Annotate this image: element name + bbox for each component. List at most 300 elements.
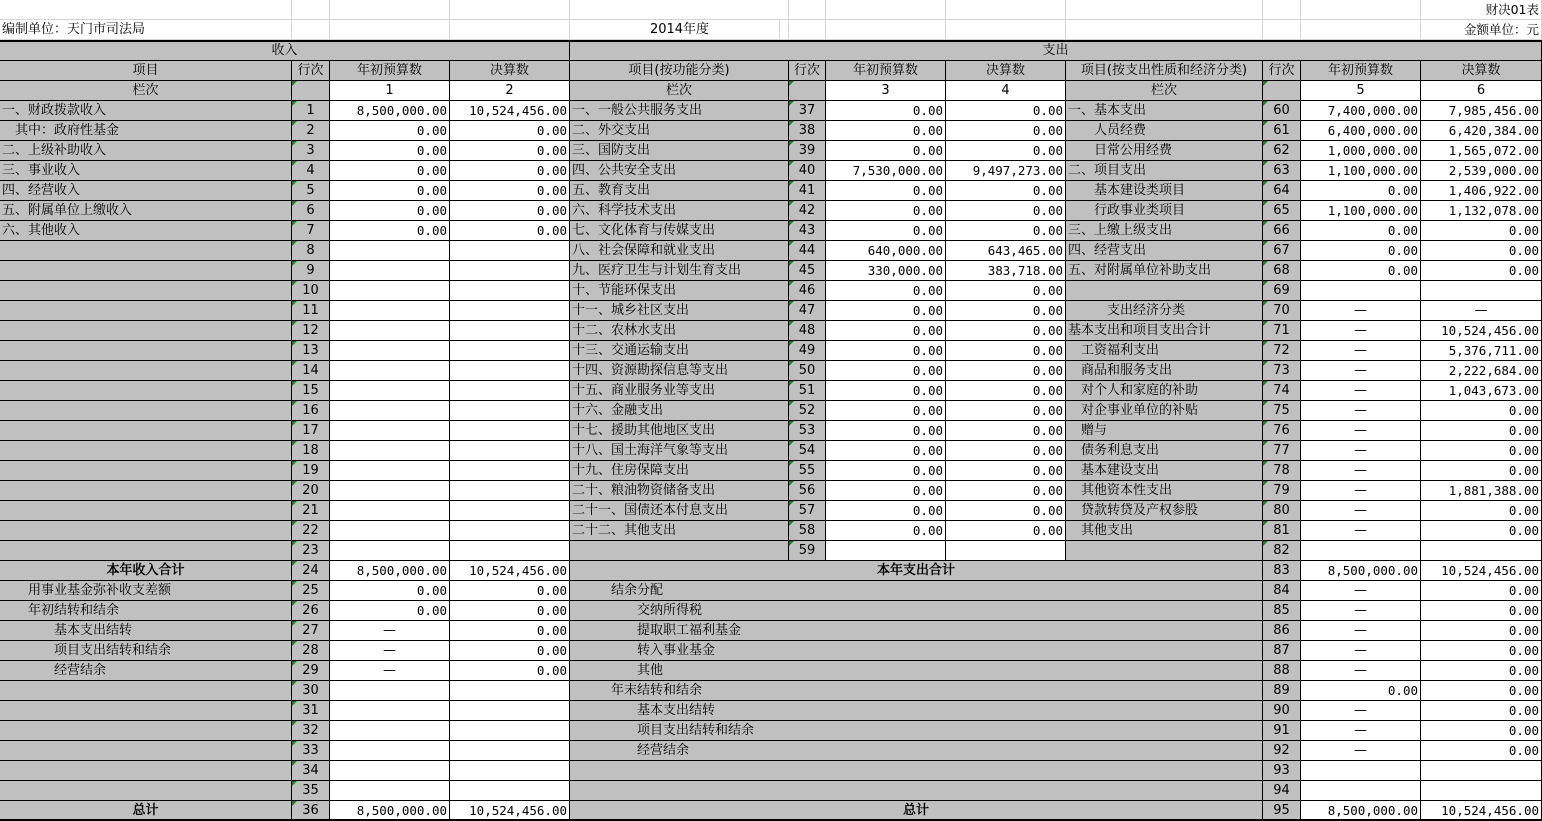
amount-cell[interactable]: 0.00	[450, 181, 570, 201]
row-number[interactable]: 18	[292, 441, 330, 461]
item-label[interactable]	[0, 521, 292, 541]
header-blank-cell[interactable]	[0, 0, 292, 20]
amount-cell[interactable]	[1301, 781, 1421, 801]
amount-cell[interactable]: 1,881,388.00	[1421, 481, 1542, 501]
item-label[interactable]	[0, 241, 292, 261]
amount-cell[interactable]: —	[1301, 701, 1421, 721]
item-label[interactable]: 二、上级补助收入	[0, 141, 292, 161]
amount-cell[interactable]	[826, 541, 946, 561]
item-label[interactable]: 七、文化体育与传媒支出	[570, 221, 789, 241]
row-number[interactable]: 19	[292, 461, 330, 481]
amount-cell[interactable]: —	[1301, 661, 1421, 681]
item-label[interactable]	[0, 501, 292, 521]
amount-cell[interactable]: 0.00	[826, 381, 946, 401]
amount-cell[interactable]: 0.00	[826, 321, 946, 341]
column-header[interactable]: 决算数	[946, 61, 1066, 81]
item-label[interactable]	[0, 301, 292, 321]
item-label[interactable]: 基本支出结转	[0, 621, 292, 641]
item-label[interactable]: 九、医疗卫生与计划生育支出	[570, 261, 789, 281]
amount-cell[interactable]: 0.00	[1421, 401, 1542, 421]
row-number[interactable]: 4	[292, 161, 330, 181]
amount-cell[interactable]: 0.00	[330, 581, 450, 601]
amount-cell[interactable]: 0.00	[1421, 721, 1542, 741]
amount-cell[interactable]: —	[1301, 521, 1421, 541]
amount-cell[interactable]: 0.00	[946, 421, 1066, 441]
item-label[interactable]	[0, 461, 292, 481]
row-number[interactable]: 58	[789, 521, 826, 541]
row-number[interactable]: 64	[1263, 181, 1301, 201]
amount-cell[interactable]: 0.00	[946, 521, 1066, 541]
amount-cell[interactable]: —	[1301, 401, 1421, 421]
item-label[interactable]: 十六、金融支出	[570, 401, 789, 421]
amount-cell[interactable]: 0.00	[1421, 641, 1542, 661]
row-number[interactable]: 71	[1263, 321, 1301, 341]
amount-cell[interactable]	[450, 441, 570, 461]
row-number[interactable]: 22	[292, 521, 330, 541]
row-number[interactable]: 36	[292, 801, 330, 821]
item-label[interactable]: 二十、粮油物资储备支出	[570, 481, 789, 501]
row-number[interactable]: 29	[292, 661, 330, 681]
amount-cell[interactable]: 0.00	[946, 441, 1066, 461]
item-label[interactable]: 结余分配	[570, 581, 1263, 601]
row-number[interactable]: 17	[292, 421, 330, 441]
column-index[interactable]	[292, 81, 330, 101]
amount-cell[interactable]: —	[1301, 601, 1421, 621]
item-label[interactable]: 债务利息支出	[1066, 441, 1263, 461]
header-blank-cell[interactable]	[1066, 20, 1263, 40]
amount-cell[interactable]: 0.00	[1421, 521, 1542, 541]
row-number[interactable]: 82	[1263, 541, 1301, 561]
amount-cell[interactable]: 0.00	[450, 621, 570, 641]
item-label[interactable]: 基本支出结转	[570, 701, 1263, 721]
amount-cell[interactable]	[450, 301, 570, 321]
amount-cell[interactable]	[1301, 541, 1421, 561]
amount-cell[interactable]	[450, 461, 570, 481]
item-label[interactable]	[0, 401, 292, 421]
amount-cell[interactable]: 0.00	[826, 341, 946, 361]
amount-cell[interactable]: 0.00	[826, 441, 946, 461]
income-section-title[interactable]: 收入	[0, 41, 570, 61]
amount-cell[interactable]: 0.00	[946, 201, 1066, 221]
row-number[interactable]: 65	[1263, 201, 1301, 221]
item-label[interactable]	[1066, 281, 1263, 301]
row-number[interactable]: 94	[1263, 781, 1301, 801]
row-number[interactable]: 41	[789, 181, 826, 201]
item-label[interactable]: 支出经济分类	[1066, 301, 1263, 321]
amount-cell[interactable]	[450, 781, 570, 801]
item-label[interactable]: 六、科学技术支出	[570, 201, 789, 221]
amount-cell[interactable]	[330, 761, 450, 781]
amount-cell[interactable]: 0.00	[826, 201, 946, 221]
amount-cell[interactable]: 0.00	[946, 141, 1066, 161]
amount-cell[interactable]: 0.00	[450, 121, 570, 141]
amount-cell[interactable]: 8,500,000.00	[1301, 801, 1421, 821]
amount-cell[interactable]: 0.00	[826, 181, 946, 201]
item-label[interactable]: 转入事业基金	[570, 641, 1263, 661]
item-label[interactable]: 四、经营支出	[1066, 241, 1263, 261]
amount-cell[interactable]: 0.00	[826, 501, 946, 521]
amount-cell[interactable]	[330, 261, 450, 281]
amount-cell[interactable]: 0.00	[946, 121, 1066, 141]
row-number[interactable]: 95	[1263, 801, 1301, 821]
row-number[interactable]: 89	[1263, 681, 1301, 701]
amount-cell[interactable]	[946, 541, 1066, 561]
item-label[interactable]: 十九、住房保障支出	[570, 461, 789, 481]
row-number[interactable]: 93	[1263, 761, 1301, 781]
header-blank-cell[interactable]	[789, 0, 826, 20]
row-number[interactable]: 72	[1263, 341, 1301, 361]
amount-cell[interactable]	[1421, 761, 1542, 781]
row-number[interactable]: 63	[1263, 161, 1301, 181]
row-number[interactable]: 37	[789, 101, 826, 121]
item-label[interactable]: 三、上缴上级支出	[1066, 221, 1263, 241]
item-label[interactable]	[0, 701, 292, 721]
row-number[interactable]: 90	[1263, 701, 1301, 721]
amount-cell[interactable]: 0.00	[1301, 241, 1421, 261]
amount-cell[interactable]: —	[1301, 381, 1421, 401]
item-label[interactable]: 二十一、国债还本付息支出	[570, 501, 789, 521]
column-header[interactable]: 年初预算数	[330, 61, 450, 81]
amount-cell[interactable]: —	[1421, 301, 1542, 321]
item-label[interactable]: 五、对附属单位补助支出	[1066, 261, 1263, 281]
amount-cell[interactable]: 640,000.00	[826, 241, 946, 261]
row-number[interactable]: 21	[292, 501, 330, 521]
row-number[interactable]: 30	[292, 681, 330, 701]
amount-cell[interactable]: 0.00	[946, 481, 1066, 501]
row-number[interactable]: 31	[292, 701, 330, 721]
row-number[interactable]: 32	[292, 721, 330, 741]
column-header[interactable]: 项目(按功能分类)	[570, 61, 789, 81]
item-label[interactable]	[0, 481, 292, 501]
column-index[interactable]: 栏次	[0, 81, 292, 101]
row-number[interactable]: 74	[1263, 381, 1301, 401]
amount-cell[interactable]: 0.00	[1421, 581, 1542, 601]
row-number[interactable]: 23	[292, 541, 330, 561]
item-label[interactable]: 交纳所得税	[570, 601, 1263, 621]
item-label[interactable]	[0, 381, 292, 401]
amount-cell[interactable]	[330, 441, 450, 461]
amount-cell[interactable]: —	[1301, 501, 1421, 521]
item-label[interactable]: 十五、商业服务业等支出	[570, 381, 789, 401]
amount-cell[interactable]: 0.00	[1301, 681, 1421, 701]
row-number[interactable]: 83	[1263, 561, 1301, 581]
item-label[interactable]	[0, 361, 292, 381]
row-number[interactable]: 66	[1263, 221, 1301, 241]
row-number[interactable]: 91	[1263, 721, 1301, 741]
amount-cell[interactable]: —	[1301, 741, 1421, 761]
row-number[interactable]: 88	[1263, 661, 1301, 681]
row-number[interactable]: 79	[1263, 481, 1301, 501]
amount-cell[interactable]: —	[330, 621, 450, 641]
amount-cell[interactable]: 0.00	[330, 201, 450, 221]
item-label[interactable]: 十二、农林水支出	[570, 321, 789, 341]
row-number[interactable]: 39	[789, 141, 826, 161]
row-number[interactable]: 61	[1263, 121, 1301, 141]
amount-cell[interactable]: 0.00	[826, 141, 946, 161]
amount-cell[interactable]: 0.00	[826, 421, 946, 441]
amount-cell[interactable]	[1421, 281, 1542, 301]
amount-cell[interactable]: 0.00	[1421, 601, 1542, 621]
amount-cell[interactable]	[450, 321, 570, 341]
row-number[interactable]: 16	[292, 401, 330, 421]
item-label[interactable]: 一、财政拨款收入	[0, 101, 292, 121]
column-index[interactable]: 4	[946, 81, 1066, 101]
amount-cell[interactable]: 0.00	[1301, 221, 1421, 241]
item-label[interactable]: 二、外交支出	[570, 121, 789, 141]
amount-cell[interactable]: 0.00	[1421, 261, 1542, 281]
amount-cell[interactable]	[450, 721, 570, 741]
amount-cell[interactable]: 0.00	[946, 281, 1066, 301]
column-index[interactable]: 2	[450, 81, 570, 101]
row-number[interactable]: 20	[292, 481, 330, 501]
amount-cell[interactable]: 0.00	[450, 221, 570, 241]
amount-cell[interactable]: —	[1301, 581, 1421, 601]
amount-cell[interactable]	[1301, 761, 1421, 781]
amount-cell[interactable]: 0.00	[450, 161, 570, 181]
amount-cell[interactable]: 1,406,922.00	[1421, 181, 1542, 201]
amount-cell[interactable]: 0.00	[946, 401, 1066, 421]
amount-cell[interactable]	[330, 321, 450, 341]
item-label[interactable]: 三、事业收入	[0, 161, 292, 181]
item-label[interactable]: 项目支出结转和结余	[570, 721, 1263, 741]
row-number[interactable]: 54	[789, 441, 826, 461]
amount-cell[interactable]: 10,524,456.00	[450, 561, 570, 581]
amount-cell[interactable]: 0.00	[946, 301, 1066, 321]
amount-cell[interactable]: 0.00	[946, 501, 1066, 521]
item-label[interactable]	[0, 761, 292, 781]
amount-cell[interactable]: 2,539,000.00	[1421, 161, 1542, 181]
row-number[interactable]: 1	[292, 101, 330, 121]
amount-cell[interactable]: 383,718.00	[946, 261, 1066, 281]
amount-cell[interactable]	[450, 701, 570, 721]
item-label[interactable]: 十三、交通运输支出	[570, 341, 789, 361]
amount-cell[interactable]: 0.00	[946, 181, 1066, 201]
item-label[interactable]: 赠与	[1066, 421, 1263, 441]
item-label[interactable]	[0, 261, 292, 281]
row-number[interactable]: 40	[789, 161, 826, 181]
amount-cell[interactable]	[450, 521, 570, 541]
item-label[interactable]: 行政事业类项目	[1066, 201, 1263, 221]
row-number[interactable]: 85	[1263, 601, 1301, 621]
item-label[interactable]: 其他	[570, 661, 1263, 681]
row-number[interactable]: 27	[292, 621, 330, 641]
amount-cell[interactable]: 0.00	[826, 281, 946, 301]
amount-cell[interactable]: 0.00	[826, 221, 946, 241]
column-header[interactable]: 决算数	[450, 61, 570, 81]
amount-cell[interactable]: 0.00	[450, 601, 570, 621]
row-number[interactable]: 92	[1263, 741, 1301, 761]
row-number[interactable]: 13	[292, 341, 330, 361]
amount-cell[interactable]	[330, 421, 450, 441]
amount-cell[interactable]	[1301, 281, 1421, 301]
item-label[interactable]	[0, 541, 292, 561]
amount-cell[interactable]	[450, 401, 570, 421]
item-label[interactable]	[570, 761, 1263, 781]
item-label[interactable]	[0, 421, 292, 441]
item-label[interactable]: 十八、国土海洋气象等支出	[570, 441, 789, 461]
currency-label[interactable]: 金额单位：元	[1301, 20, 1542, 40]
item-label[interactable]: 工资福利支出	[1066, 341, 1263, 361]
row-number[interactable]: 7	[292, 221, 330, 241]
header-blank-cell[interactable]	[946, 20, 1066, 40]
item-label[interactable]: 提取职工福利基金	[570, 621, 1263, 641]
row-number[interactable]: 11	[292, 301, 330, 321]
amount-cell[interactable]: 0.00	[1421, 421, 1542, 441]
item-label[interactable]: 四、公共安全支出	[570, 161, 789, 181]
item-label[interactable]: 十一、城乡社区支出	[570, 301, 789, 321]
amount-cell[interactable]: 10,524,456.00	[450, 801, 570, 821]
amount-cell[interactable]: 0.00	[946, 321, 1066, 341]
row-number[interactable]: 45	[789, 261, 826, 281]
amount-cell[interactable]	[1421, 541, 1542, 561]
header-blank-cell[interactable]	[292, 0, 330, 20]
column-index[interactable]: 5	[1301, 81, 1421, 101]
expense-section-title[interactable]: 支出	[570, 41, 1542, 61]
item-label[interactable]: 基本支出和项目支出合计	[1066, 321, 1263, 341]
amount-cell[interactable]	[450, 241, 570, 261]
amount-cell[interactable]: —	[1301, 361, 1421, 381]
column-header[interactable]: 项目(按支出性质和经济分类)	[1066, 61, 1263, 81]
amount-cell[interactable]: 0.00	[826, 481, 946, 501]
amount-cell[interactable]	[330, 481, 450, 501]
amount-cell[interactable]	[330, 541, 450, 561]
amount-cell[interactable]: 0.00	[1421, 441, 1542, 461]
item-label[interactable]: 十七、援助其他地区支出	[570, 421, 789, 441]
item-label[interactable]: 日常公用经费	[1066, 141, 1263, 161]
item-label[interactable]: 年初结转和结余	[0, 601, 292, 621]
amount-cell[interactable]: 0.00	[330, 121, 450, 141]
header-blank-cell[interactable]	[946, 0, 1066, 20]
row-number[interactable]: 62	[1263, 141, 1301, 161]
item-label[interactable]: 五、教育支出	[570, 181, 789, 201]
amount-cell[interactable]: 0.00	[946, 221, 1066, 241]
amount-cell[interactable]: 0.00	[826, 101, 946, 121]
row-number[interactable]: 84	[1263, 581, 1301, 601]
row-number[interactable]: 57	[789, 501, 826, 521]
row-number[interactable]: 15	[292, 381, 330, 401]
item-label[interactable]: 二十二、其他支出	[570, 521, 789, 541]
amount-cell[interactable]: 1,100,000.00	[1301, 201, 1421, 221]
column-index[interactable]: 栏次	[570, 81, 789, 101]
row-number[interactable]: 34	[292, 761, 330, 781]
row-number[interactable]: 35	[292, 781, 330, 801]
row-number[interactable]: 70	[1263, 301, 1301, 321]
amount-cell[interactable]: —	[1301, 301, 1421, 321]
amount-cell[interactable]: 643,465.00	[946, 241, 1066, 261]
column-index[interactable]: 1	[330, 81, 450, 101]
row-number[interactable]: 80	[1263, 501, 1301, 521]
column-header[interactable]: 决算数	[1421, 61, 1542, 81]
row-number[interactable]: 9	[292, 261, 330, 281]
amount-cell[interactable]: 0.00	[946, 361, 1066, 381]
amount-cell[interactable]	[450, 681, 570, 701]
year-label[interactable]: 2014年度	[580, 20, 780, 40]
amount-cell[interactable]: 0.00	[1421, 241, 1542, 261]
row-number[interactable]: 56	[789, 481, 826, 501]
amount-cell[interactable]	[330, 681, 450, 701]
header-blank-cell[interactable]	[1066, 0, 1263, 20]
amount-cell[interactable]: 0.00	[946, 381, 1066, 401]
item-label[interactable]: 对个人和家庭的补助	[1066, 381, 1263, 401]
header-blank-cell[interactable]	[330, 0, 450, 20]
item-label[interactable]: 经营结余	[570, 741, 1263, 761]
row-number[interactable]: 53	[789, 421, 826, 441]
amount-cell[interactable]: 0.00	[450, 141, 570, 161]
row-number[interactable]: 69	[1263, 281, 1301, 301]
amount-cell[interactable]: 0.00	[946, 341, 1066, 361]
amount-cell[interactable]: 0.00	[330, 161, 450, 181]
column-index[interactable]	[1263, 81, 1301, 101]
amount-cell[interactable]: 10,524,456.00	[1421, 561, 1542, 581]
column-header[interactable]: 项目	[0, 61, 292, 81]
amount-cell[interactable]: 0.00	[330, 141, 450, 161]
amount-cell[interactable]: —	[1301, 341, 1421, 361]
amount-cell[interactable]: —	[330, 641, 450, 661]
row-number[interactable]: 3	[292, 141, 330, 161]
item-label[interactable]: 对企事业单位的补贴	[1066, 401, 1263, 421]
amount-cell[interactable]	[330, 401, 450, 421]
amount-cell[interactable]: —	[1301, 461, 1421, 481]
item-label[interactable]: 用事业基金弥补收支差额	[0, 581, 292, 601]
item-label[interactable]	[0, 681, 292, 701]
item-label[interactable]: 四、经营收入	[0, 181, 292, 201]
amount-cell[interactable]: 0.00	[826, 121, 946, 141]
amount-cell[interactable]: 0.00	[826, 361, 946, 381]
item-label[interactable]: 二、项目支出	[1066, 161, 1263, 181]
amount-cell[interactable]: 8,500,000.00	[330, 561, 450, 581]
item-label[interactable]: 其他支出	[1066, 521, 1263, 541]
amount-cell[interactable]: 7,400,000.00	[1301, 101, 1421, 121]
amount-cell[interactable]	[330, 521, 450, 541]
header-blank-cell[interactable]	[450, 0, 570, 20]
amount-cell[interactable]: 7,985,456.00	[1421, 101, 1542, 121]
amount-cell[interactable]: 8,500,000.00	[330, 801, 450, 821]
row-number[interactable]: 10	[292, 281, 330, 301]
amount-cell[interactable]: 0.00	[450, 581, 570, 601]
amount-cell[interactable]: 10,524,456.00	[450, 101, 570, 121]
amount-cell[interactable]	[330, 361, 450, 381]
amount-cell[interactable]: 2,222,684.00	[1421, 361, 1542, 381]
row-number[interactable]: 51	[789, 381, 826, 401]
amount-cell[interactable]: 0.00	[1421, 701, 1542, 721]
amount-cell[interactable]: 330,000.00	[826, 261, 946, 281]
item-label[interactable]: 三、国防支出	[570, 141, 789, 161]
amount-cell[interactable]: 8,500,000.00	[330, 101, 450, 121]
amount-cell[interactable]: 0.00	[826, 461, 946, 481]
row-number[interactable]: 47	[789, 301, 826, 321]
form-code[interactable]: 财决01表	[1301, 0, 1542, 20]
amount-cell[interactable]: 0.00	[946, 461, 1066, 481]
column-index[interactable]	[789, 81, 826, 101]
amount-cell[interactable]	[450, 381, 570, 401]
amount-cell[interactable]: —	[330, 661, 450, 681]
item-label[interactable]: 经营结余	[0, 661, 292, 681]
amount-cell[interactable]	[450, 261, 570, 281]
row-number[interactable]: 59	[789, 541, 826, 561]
amount-cell[interactable]: 9,497,273.00	[946, 161, 1066, 181]
item-label[interactable]	[0, 721, 292, 741]
row-number[interactable]: 8	[292, 241, 330, 261]
amount-cell[interactable]: 0.00	[330, 221, 450, 241]
amount-cell[interactable]: —	[1301, 621, 1421, 641]
expense-grand-total-label[interactable]: 总计	[570, 801, 1263, 821]
item-label[interactable]	[0, 441, 292, 461]
header-blank-cell[interactable]	[570, 0, 789, 20]
amount-cell[interactable]: —	[1301, 421, 1421, 441]
amount-cell[interactable]	[450, 541, 570, 561]
amount-cell[interactable]	[450, 501, 570, 521]
amount-cell[interactable]: 5,376,711.00	[1421, 341, 1542, 361]
